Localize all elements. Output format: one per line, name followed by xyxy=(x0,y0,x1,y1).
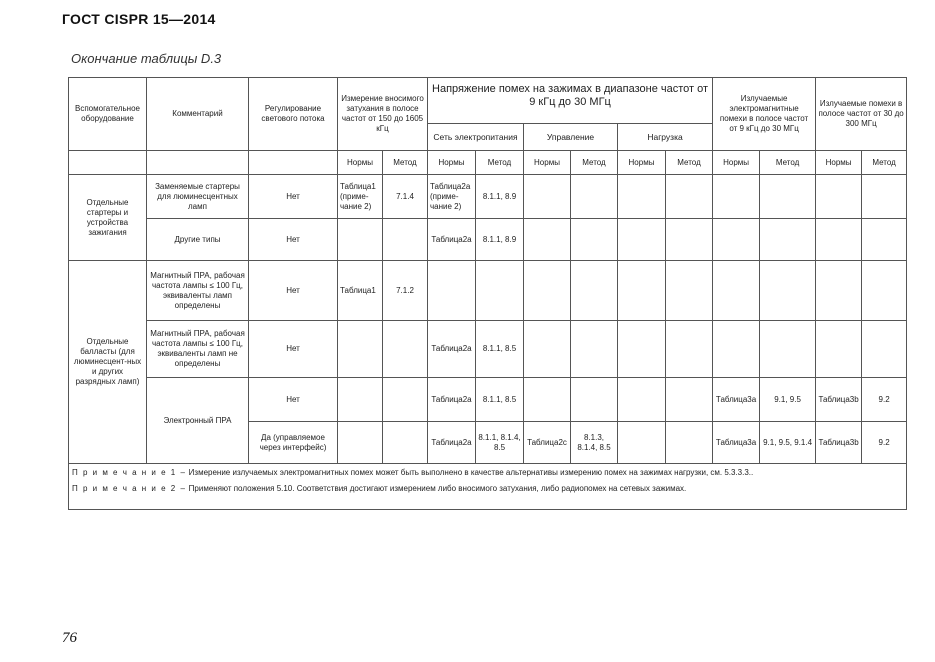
col-rad30m-header: Излучаемые помехи в полосе частот от 30 до 300 МГц xyxy=(816,78,907,151)
method-label: Метод xyxy=(571,151,618,175)
group-starters: Отдельные стартеры и устройства зажигания xyxy=(69,175,147,261)
value-cell: Таблица3b xyxy=(816,378,862,422)
regulation-cell: Нет xyxy=(249,378,338,422)
table-caption: Окончание таблицы D.3 xyxy=(71,51,222,66)
comment-cell: Электронный ПРА xyxy=(147,378,249,464)
comment-cell: Магнитный ПРА, рабочая частота лампы ≤ 100 Гц, эквиваленты ламп определены xyxy=(147,261,249,321)
note-1-text: Измерение излучаемых электромагнитных помех может быть выполнено в качестве альтернативы измерению помех на зажимах нагрузки, см. 5.3.3.3.. xyxy=(186,468,754,477)
col-aux-header: Вспомогательное оборудование xyxy=(69,78,147,151)
value-cell: 8.1.1, 8.5 xyxy=(476,378,524,422)
value-cell: 9.2 xyxy=(862,378,907,422)
sub-control-header: Управление xyxy=(524,124,618,151)
note-1-prefix: П р и м е ч а н и е 1 – xyxy=(72,468,187,477)
value-cell: 9.1, 9.5 xyxy=(760,378,816,422)
table-note-1 xyxy=(69,464,907,482)
value-cell: Таблица2а xyxy=(428,378,476,422)
table-row xyxy=(69,321,907,378)
value-cell: 8.1.3, 8.1.4, 8.5 xyxy=(571,422,618,464)
col-voltage-header: Напряжение помех на зажимах в диапазоне частот от 9 кГц до 30 МГц xyxy=(428,78,713,124)
value-cell: Таблица2а (приме-чание 2) xyxy=(428,175,476,219)
value-cell: 7.1.4 xyxy=(383,175,428,219)
value-cell: Таблица3b xyxy=(816,422,862,464)
method-label: Метод xyxy=(383,151,428,175)
regulation-cell: Нет xyxy=(249,219,338,261)
value-cell: 8.1.1, 8.9 xyxy=(476,219,524,261)
standards-table xyxy=(68,77,907,510)
value-cell: Таблица1 (приме-чание 2) xyxy=(338,175,383,219)
method-label: Метод xyxy=(760,151,816,175)
table-row xyxy=(69,219,907,261)
table-row xyxy=(69,261,907,321)
comment-cell: Магнитный ПРА, рабочая частота лампы ≤ 100 Гц, эквиваленты ламп не определены xyxy=(147,321,249,378)
regulation-cell: Да (управляемое через интерфейс) xyxy=(249,422,338,464)
table-row xyxy=(69,175,907,219)
value-cell: Таблица1 xyxy=(338,261,383,321)
page-number: 76 xyxy=(62,630,77,646)
method-label: Метод xyxy=(476,151,524,175)
norms-label: Нормы xyxy=(524,151,571,175)
col-comment-header: Комментарий xyxy=(147,78,249,151)
regulation-cell: Нет xyxy=(249,261,338,321)
regulation-cell: Нет xyxy=(249,321,338,378)
col-rad9k-header: Излучаемые электромагнитные помехи в полосе частот от 9 кГц до 30 МГц xyxy=(713,78,816,151)
value-cell: Таблица2а xyxy=(428,422,476,464)
norms-label: Нормы xyxy=(618,151,666,175)
col-insertion-header: Измерение вносимого затухания в полосе частот от 150 до 1605 кГц xyxy=(338,78,428,151)
method-label: Метод xyxy=(666,151,713,175)
norms-label: Нормы xyxy=(338,151,383,175)
value-cell: Таблица2с xyxy=(524,422,571,464)
method-label: Метод xyxy=(862,151,907,175)
group-ballasts: Отдельные балласты (для люминесцент-ных и других разрядных ламп) xyxy=(69,261,147,464)
value-cell: Таблица2а xyxy=(428,219,476,261)
note-2-prefix: П р и м е ч а н и е 2 – xyxy=(72,483,187,493)
value-cell: 8.1.1, 8.9 xyxy=(476,175,524,219)
col-regulation-header: Регулирование светового потока xyxy=(249,78,338,151)
comment-cell: Заменяемые стартеры для люминесцентных ламп xyxy=(147,175,249,219)
value-cell: Таблица3а xyxy=(713,422,760,464)
table-note-2 xyxy=(69,482,907,510)
regulation-cell: Нет xyxy=(249,175,338,219)
value-cell: 8.1.1, 8.1.4, 8.5 xyxy=(476,422,524,464)
norms-label: Нормы xyxy=(713,151,760,175)
sub-load-header: Нагрузка xyxy=(618,124,713,151)
value-cell: 9.2 xyxy=(862,422,907,464)
value-cell: 8.1.1, 8.5 xyxy=(476,321,524,378)
document-header: ГОСТ CISPR 15—2014 xyxy=(62,11,216,27)
value-cell: 9.1, 9.5, 9.1.4 xyxy=(760,422,816,464)
norms-label: Нормы xyxy=(428,151,476,175)
comment-cell: Другие типы xyxy=(147,219,249,261)
value-cell: Таблица2а xyxy=(428,321,476,378)
sub-mains-header: Сеть электропитания xyxy=(428,124,524,151)
value-cell: 7.1.2 xyxy=(383,261,428,321)
norms-label: Нормы xyxy=(816,151,862,175)
value-cell: Таблица3а xyxy=(713,378,760,422)
note-2-text: Применяют положения 5.10. Соответствия достигают измерением либо вносимого затухания, либо радиопомех на сетевых зажимах. xyxy=(186,483,687,493)
table-row xyxy=(69,378,907,422)
